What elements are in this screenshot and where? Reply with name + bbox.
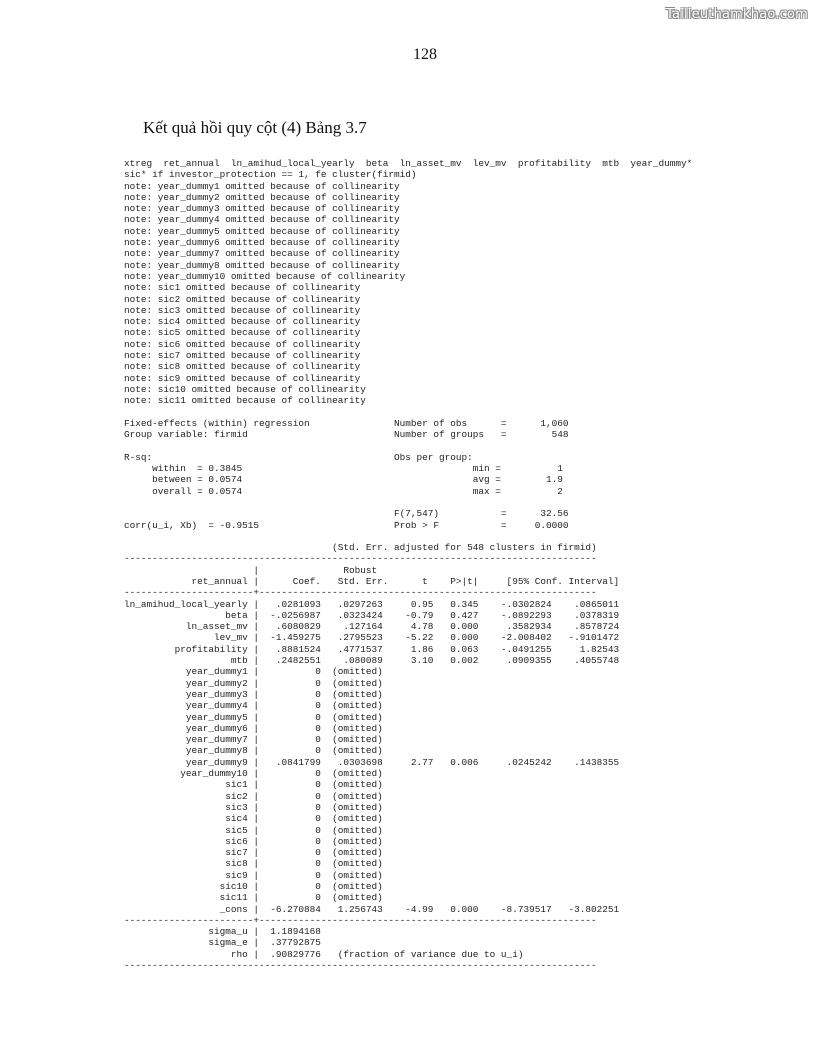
output-line: note: sic10 omitted because of collinearity (124, 383, 366, 395)
output-line: note: sic4 omitted because of collinearity (124, 316, 361, 328)
output-line: R-sq: Obs per group: (124, 451, 473, 463)
watermark: Tailieuthamkhao.com (666, 7, 808, 22)
output-line: year_dummy8 | 0 (omitted) (124, 745, 383, 757)
output-line: note: sic7 omitted because of collinearity (124, 350, 361, 362)
output-line: note: year_dummy7 omitted because of collinearity (124, 248, 400, 260)
output-line: sic10 | 0 (omitted) (124, 881, 383, 892)
output-line: ln_amihud_local_yearly | .0281093 .0297263 0.95 0.345 -.0302824 .0865011 (124, 598, 620, 610)
output-line: ln_asset_mv | .6080829 .127164 4.78 0.000 .3582934 .8578724 (124, 621, 620, 633)
output-line: year_dummy5 | 0 (omitted) (124, 711, 383, 723)
output-line: note: year_dummy4 omitted because of collinearity (124, 214, 400, 226)
output-line: sic6 | 0 (omitted) (124, 835, 383, 847)
output-line: -----------------------+------------------------------------------------------------ (124, 587, 597, 599)
output-line: sic9 | 0 (omitted) (124, 869, 383, 881)
output-line: between = 0.0574 avg = 1.9 (124, 474, 563, 486)
page-number: 128 (413, 46, 437, 63)
output-line: F(7,547) = 32.56 (124, 508, 569, 520)
output-line: | Robust (124, 564, 378, 576)
output-line: year_dummy2 | 0 (omitted) (124, 677, 383, 689)
output-line: note: year_dummy6 omitted because of collinearity (124, 237, 400, 249)
output-line: mtb | .2482551 .080089 3.10 0.002 .0909355 .4055748 (124, 655, 620, 667)
output-line: lev_mv | -1.459275 .2795523 -5.22 0.000 -2.008402 -.9101472 (124, 632, 620, 644)
output-line: sic8 | 0 (omitted) (124, 858, 383, 870)
output-line: sic7 | 0 (omitted) (124, 847, 383, 859)
output-line: note: year_dummy1 omitted because of collinearity (124, 180, 400, 192)
output-line: note: sic1 omitted because of collinearity (124, 282, 361, 294)
output-line: ------------------------------------------------------------------------------------ (124, 960, 597, 972)
output-line: note: sic11 omitted because of collinearity (124, 395, 366, 407)
output-line: note: sic6 omitted because of collinearity (124, 338, 361, 350)
output-line: Fixed-effects (within) regression Number of obs = 1,060 (124, 417, 569, 429)
output-line: -----------------------+------------------------------------------------------------ (124, 914, 597, 926)
output-line: sic11 | 0 (omitted) (124, 892, 383, 904)
output-line: beta | -.0256987 .0323424 -0.79 0.427 -.0892293 .0378319 (124, 609, 620, 621)
output-line: overall = 0.0574 max = 2 (124, 485, 563, 497)
output-line: Group variable: firmid Number of groups = 548 (124, 429, 569, 441)
output-line: note: sic9 omitted because of collinearity (124, 372, 361, 384)
stata-regression-output (124, 158, 692, 971)
output-line: xtreg ret_annual ln_amihud_local_yearly beta ln_asset_mv lev_mv profitability mtb year_dummy* (124, 158, 693, 169)
output-line: sigma_u | 1.1894168 (124, 926, 321, 938)
section-heading: Kết quả hồi quy cột (4) Bảng 3.7 (143, 118, 367, 137)
output-line: year_dummy7 | 0 (omitted) (124, 734, 383, 746)
output-line: rho | .90829776 (fraction of variance due to u_i) (124, 948, 524, 960)
output-line: sic4 | 0 (omitted) (124, 813, 383, 825)
output-line: year_dummy3 | 0 (omitted) (124, 688, 383, 700)
output-line: note: sic8 omitted because of collinearity (124, 361, 361, 373)
output-line: note: year_dummy5 omitted because of collinearity (124, 225, 400, 237)
output-line: sic2 | 0 (omitted) (124, 790, 383, 802)
output-line: sic5 | 0 (omitted) (124, 824, 383, 836)
output-line: note: sic5 omitted because of collinearity (124, 327, 361, 339)
output-line: sigma_e | .37792875 (124, 937, 321, 949)
output-line: _cons | -6.270884 1.256743 -4.99 0.000 -8.739517 -3.802251 (124, 903, 620, 915)
output-line: year_dummy9 | .0841799 .0303698 2.77 0.006 .0245242 .1438355 (124, 756, 620, 768)
output-line: note: sic2 omitted because of collinearity (124, 293, 361, 305)
output-line: year_dummy6 | 0 (omitted) (124, 722, 383, 734)
output-line: note: year_dummy10 omitted because of collinearity (124, 270, 406, 282)
output-line: profitability | .8881524 .4771537 1.86 0.063 -.0491255 1.82543 (124, 643, 620, 655)
output-line: note: sic3 omitted because of collinearity (124, 304, 361, 316)
output-line: within = 0.3845 min = 1 (124, 463, 563, 475)
output-line: (Std. Err. adjusted for 548 clusters in firmid) (124, 542, 597, 554)
output-line: year_dummy1 | 0 (omitted) (124, 666, 383, 678)
output-line: corr(u_i, Xb) = -0.9515 Prob > F = 0.0000 (124, 519, 569, 531)
output-line: note: year_dummy8 omitted because of collinearity (124, 259, 400, 271)
output-line: ret_annual | Coef. Std. Err. t P>|t| [95% Conf. Interval] (124, 575, 620, 587)
output-line: year_dummy4 | 0 (omitted) (124, 700, 383, 712)
output-line: sic1 | 0 (omitted) (124, 779, 383, 791)
output-line: note: year_dummy3 omitted because of collinearity (124, 203, 400, 215)
output-line: ------------------------------------------------------------------------------------ (124, 553, 597, 565)
output-line: year_dummy10 | 0 (omitted) (124, 768, 383, 780)
output-line: sic3 | 0 (omitted) (124, 801, 383, 813)
output-line: sic* if investor_protection == 1, fe cluster(firmid) (124, 169, 417, 181)
output-line: note: year_dummy2 omitted because of collinearity (124, 191, 400, 203)
